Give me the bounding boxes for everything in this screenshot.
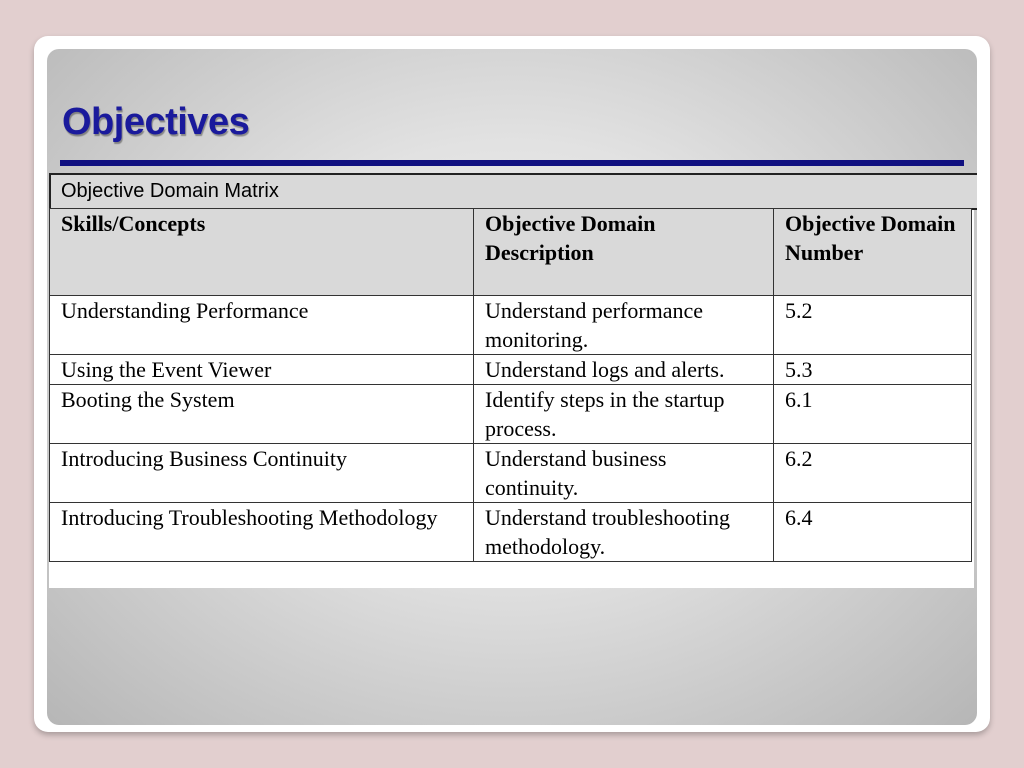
skill-cell: Using the Event Viewer [50,355,474,385]
skill-cell: Booting the System [50,385,474,444]
table-header-row [50,209,972,296]
table-row [50,385,972,444]
slide-frame [34,36,990,732]
description-cell: Identify steps in the startup process. [474,385,774,444]
matrix-table [49,208,972,562]
table-row [50,503,972,562]
table-row [50,355,972,385]
column-header-description: Objective Domain Description [474,209,774,296]
domain-number-cell: 6.2 [774,444,972,503]
description-cell: Understand troubleshooting methodology. [474,503,774,562]
skill-cell: Introducing Business Continuity [50,444,474,503]
skill-cell: Understanding Performance [50,296,474,355]
slide [47,49,977,725]
description-cell: Understand business continuity. [474,444,774,503]
domain-number-cell: 6.1 [774,385,972,444]
title-underline [60,160,964,166]
table-row [50,444,972,503]
slide-title: Objectives [62,101,250,143]
column-header-number: Objective Domain Number [774,209,972,296]
skill-cell: Introducing Troubleshooting Methodology [50,503,474,562]
description-cell: Understand performance monitoring. [474,296,774,355]
domain-number-cell: 5.3 [774,355,972,385]
column-header-skills: Skills/Concepts [50,209,474,296]
table-row [50,296,972,355]
domain-number-cell: 6.4 [774,503,972,562]
objective-domain-matrix [49,173,974,588]
matrix-heading: Objective Domain Matrix [49,173,977,210]
description-cell: Understand logs and alerts. [474,355,774,385]
domain-number-cell: 5.2 [774,296,972,355]
